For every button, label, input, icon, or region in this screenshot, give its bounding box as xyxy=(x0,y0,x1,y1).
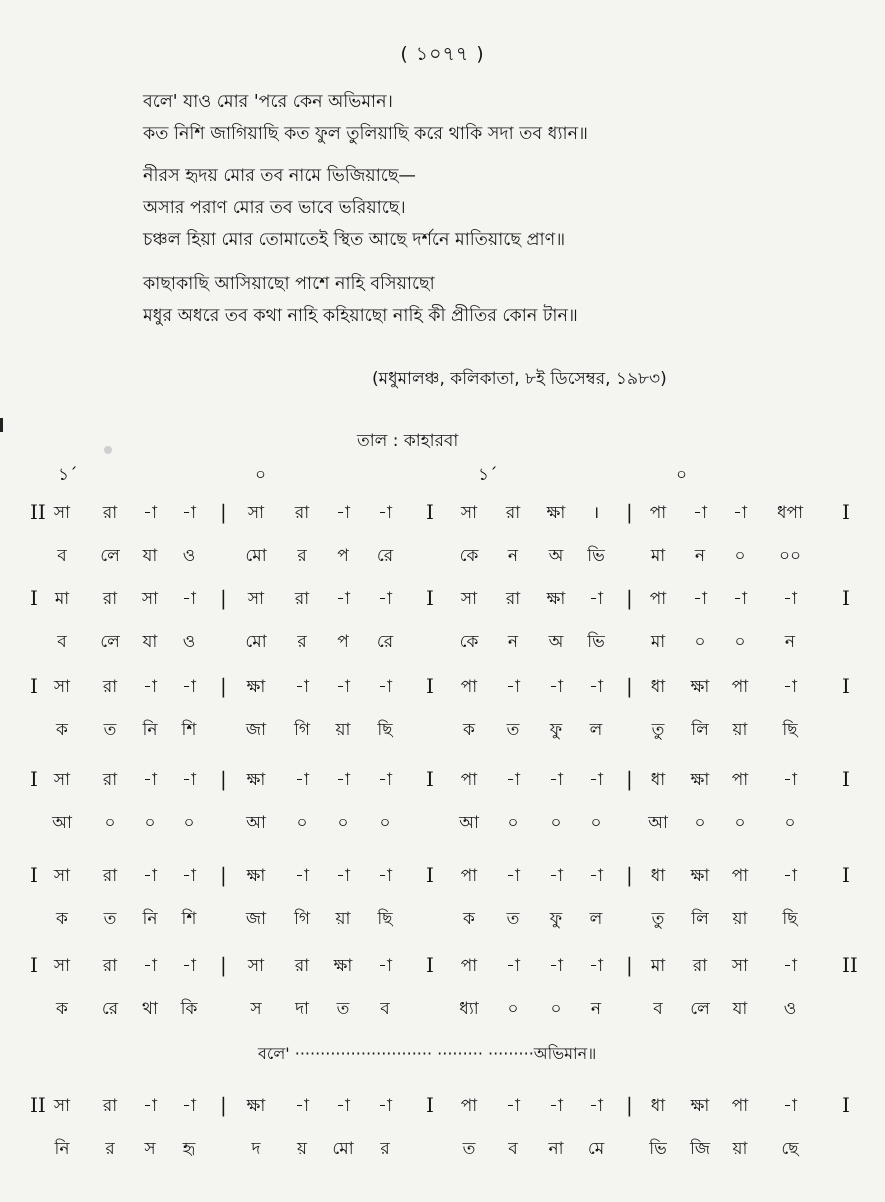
lyric-line: কত নিশি জাগিয়াছি কত ফুল তুলিয়াছি করে থাকি সদা তব ধ্যান॥ xyxy=(143,124,588,144)
syllable-row xyxy=(0,1136,885,1166)
swara-note: ক্ষা xyxy=(546,589,566,609)
lyric-syllable: ধ্যা xyxy=(459,999,479,1019)
lyric-syllable: ক xyxy=(56,720,68,740)
swara-note: পা xyxy=(731,677,749,697)
swara-note: রা xyxy=(102,770,118,790)
lyric-syllable: স xyxy=(144,1139,156,1159)
swara-note: সা xyxy=(460,503,478,523)
lyric-syllable: ০ xyxy=(550,813,562,833)
lyric-syllable: লি xyxy=(691,909,709,929)
swara-note: মা xyxy=(650,956,666,976)
lyric-line: বলে' যাও মোর 'পরে কেন অভিমান। xyxy=(143,92,393,112)
beat-mark: ১´ xyxy=(478,465,498,485)
lyric-syllable: যা xyxy=(732,999,748,1019)
swara-note: -া xyxy=(378,677,392,697)
swara-note: সা xyxy=(53,770,71,790)
lyric-syllable: আ xyxy=(52,813,72,833)
lyric-syllable: ন xyxy=(784,632,796,652)
lyric-syllable: প xyxy=(337,632,349,652)
lyric-syllable: র xyxy=(297,546,307,566)
lyric-syllable: দ xyxy=(251,1139,261,1159)
swara-note: ক্ষা xyxy=(546,503,566,523)
bar-line: I xyxy=(30,674,38,698)
swara-note: -া xyxy=(182,866,196,886)
swara-note: -া xyxy=(143,1096,157,1116)
lyric-syllable: তু xyxy=(651,909,665,929)
lyric-syllable: শি xyxy=(181,720,197,740)
swara-note: সা xyxy=(53,1096,71,1116)
swara-row xyxy=(0,1093,885,1123)
lyric-syllable: ০ xyxy=(183,813,195,833)
bar-line: I xyxy=(426,674,434,698)
swara-note: পা xyxy=(460,956,478,976)
swara-note: -া xyxy=(506,677,520,697)
lyric-syllable: র xyxy=(297,632,307,652)
swara-note: -া xyxy=(378,956,392,976)
swara-note: -া xyxy=(693,589,707,609)
bar-line: | xyxy=(220,500,227,524)
swara-note: রা xyxy=(102,1096,118,1116)
swara-note: -া xyxy=(693,503,707,523)
tala-heading: তাল : কাহারবা xyxy=(357,431,459,451)
swara-note: -া xyxy=(143,770,157,790)
bar-line: II xyxy=(30,500,46,524)
lyric-syllable: মে xyxy=(587,1139,605,1159)
swara-note: রা xyxy=(294,503,310,523)
lyric-syllable: রে xyxy=(376,632,394,652)
lyric-syllable: ত xyxy=(462,1139,476,1159)
beat-mark: ০ xyxy=(255,465,267,485)
swara-note: ধা xyxy=(650,677,666,697)
song-lyrics xyxy=(143,86,863,332)
swara-note: -া xyxy=(295,677,309,697)
swara-note: ধা xyxy=(650,770,666,790)
swara-note: -া xyxy=(295,866,309,886)
swara-note: -া xyxy=(378,770,392,790)
swara-note: -া xyxy=(182,589,196,609)
swara-note: -া xyxy=(143,503,157,523)
swara-row xyxy=(0,953,885,983)
swara-note: -া xyxy=(378,503,392,523)
swara-row xyxy=(0,500,885,530)
syllable-row xyxy=(0,996,885,1026)
swara-note: পা xyxy=(731,866,749,886)
swara-note: সা xyxy=(247,589,265,609)
bar-line: I xyxy=(30,953,38,977)
lyric-syllable: আ xyxy=(459,813,479,833)
swara-note: -া xyxy=(182,677,196,697)
lyric-syllable: ছি xyxy=(782,909,798,929)
swara-note: -া xyxy=(378,866,392,886)
lyric-syllable: ত xyxy=(103,720,117,740)
lyric-syllable: ০ xyxy=(144,813,156,833)
swara-note: রা xyxy=(505,589,521,609)
swara-note: পা xyxy=(460,1096,478,1116)
lyric-syllable: য়া xyxy=(732,720,748,740)
swara-note: -া xyxy=(336,503,350,523)
bar-line: I xyxy=(842,863,850,887)
lyric-syllable: ০ xyxy=(694,813,706,833)
swara-note: -া xyxy=(336,770,350,790)
lyric-syllable: আ xyxy=(246,813,266,833)
syllable-row xyxy=(0,629,885,659)
lyric-syllable: র xyxy=(380,1139,390,1159)
lyric-syllable: ভি xyxy=(587,632,605,652)
swara-note: -া xyxy=(182,956,196,976)
swara-row xyxy=(0,767,885,797)
lyric-syllable: মা xyxy=(650,546,666,566)
swara-note: -া xyxy=(589,956,603,976)
bar-line: | xyxy=(220,674,227,698)
lyric-syllable: লি xyxy=(691,720,709,740)
lyric-syllable: ছে xyxy=(781,1139,799,1159)
swara-note: -া xyxy=(378,1096,392,1116)
bar-line: I xyxy=(30,863,38,887)
lyric-syllable: মো xyxy=(332,1139,354,1159)
bar-line: | xyxy=(220,863,227,887)
bar-line: | xyxy=(220,1093,227,1117)
lyric-syllable: র xyxy=(105,1139,115,1159)
lyric-syllable: না xyxy=(548,1139,564,1159)
lyric-syllable: ০ xyxy=(694,632,706,652)
swara-note: ক্ষা xyxy=(246,1096,266,1116)
bar-line: | xyxy=(626,674,633,698)
swara-note: -া xyxy=(506,770,520,790)
lyric-syllable: য়া xyxy=(335,720,351,740)
beat-marks xyxy=(0,462,885,492)
lyric-syllable: ব xyxy=(508,1139,518,1159)
lyric-syllable: যা xyxy=(142,546,158,566)
lyric-syllable: অ xyxy=(548,632,564,652)
swara-note: -া xyxy=(143,677,157,697)
lyric-line: নীরস হৃদয় মোর তব নামে ভিজিয়াছে— xyxy=(143,166,416,186)
swara-note: রা xyxy=(102,866,118,886)
swara-note: -া xyxy=(783,770,797,790)
lyric-syllable: ০ xyxy=(379,813,391,833)
lyric-syllable: ও xyxy=(182,632,196,652)
swara-note: ক্ষা xyxy=(333,956,353,976)
swara-note: -া xyxy=(295,1096,309,1116)
swara-note: ক্ষা xyxy=(690,866,710,886)
lyric-syllable: ০ xyxy=(296,813,308,833)
lyric-syllable: ০ xyxy=(507,999,519,1019)
lyric-syllable: য়া xyxy=(732,909,748,929)
lyric-syllable: ০ xyxy=(104,813,116,833)
swara-note: -া xyxy=(143,866,157,886)
lyric-syllable: তু xyxy=(651,720,665,740)
lyric-syllable: ন xyxy=(507,632,519,652)
lyric-syllable: নি xyxy=(142,909,158,929)
lyric-syllable: ত xyxy=(506,909,520,929)
bar-line: I xyxy=(842,674,850,698)
swara-note: ক্ষা xyxy=(246,677,266,697)
lyric-syllable: ল xyxy=(589,909,603,929)
bar-line: I xyxy=(426,586,434,610)
lyric-syllable: যা xyxy=(142,632,158,652)
swara-note: -া xyxy=(336,866,350,886)
bar-line: I xyxy=(842,500,850,524)
swara-note: -া xyxy=(783,866,797,886)
swara-note: । xyxy=(592,503,600,523)
lyric-line: অসার পরাণ মোর তব ভাবে ভরিয়াছে। xyxy=(143,198,406,218)
syllable-row xyxy=(0,810,885,840)
swara-note: ক্ষা xyxy=(690,770,710,790)
swara-note: পা xyxy=(649,503,667,523)
swara-note: -া xyxy=(182,770,196,790)
swara-note: -া xyxy=(589,589,603,609)
swara-note: পা xyxy=(460,770,478,790)
lyric-syllable: ভি xyxy=(649,1139,667,1159)
bar-line: I xyxy=(426,500,434,524)
refrain-line: বলে' ··························· ········· ·········অভিমান॥ xyxy=(258,1044,597,1063)
bar-line: I xyxy=(842,586,850,610)
lyric-syllable: ব xyxy=(653,999,663,1019)
lyric-syllable: ক xyxy=(56,999,68,1019)
swara-note: মা xyxy=(54,589,70,609)
lyric-syllable: ব xyxy=(380,999,390,1019)
lyric-syllable: অ xyxy=(548,546,564,566)
lyric-syllable: ল xyxy=(589,720,603,740)
swara-note: -া xyxy=(295,770,309,790)
lyric-syllable: ০ xyxy=(507,813,519,833)
lyric-line: চঞ্চল হিয়া মোর তোমাতেই স্থিত আছে দর্শনে মাতিয়াছে প্রাণ॥ xyxy=(143,230,566,250)
swara-note: সা xyxy=(53,503,71,523)
bar-line: | xyxy=(626,500,633,524)
swara-note: ক্ষা xyxy=(246,770,266,790)
swara-note: -া xyxy=(336,677,350,697)
swara-note: -া xyxy=(733,503,747,523)
swara-note: -া xyxy=(589,1096,603,1116)
syllable-row xyxy=(0,717,885,747)
swara-note: -া xyxy=(783,589,797,609)
bar-line: I xyxy=(842,1093,850,1117)
swara-note: সা xyxy=(460,589,478,609)
bar-line: I xyxy=(426,1093,434,1117)
lyric-syllable: মো xyxy=(245,546,267,566)
lyric-syllable: ও xyxy=(783,999,797,1019)
swara-note: -া xyxy=(549,677,563,697)
swara-note: -া xyxy=(182,1096,196,1116)
swara-note: রা xyxy=(102,589,118,609)
lyric-syllable: ০ xyxy=(734,813,746,833)
swara-note: রা xyxy=(102,956,118,976)
lyric-syllable: থা xyxy=(142,999,158,1019)
lyric-syllable: ব xyxy=(57,632,67,652)
swara-note: ধপা xyxy=(777,503,803,523)
swara-note: -া xyxy=(733,589,747,609)
swara-note: রা xyxy=(505,503,521,523)
swara-note: সা xyxy=(53,677,71,697)
swara-note: সা xyxy=(247,956,265,976)
lyric-syllable: ০ xyxy=(734,546,746,566)
swara-note: পা xyxy=(460,866,478,886)
lyric-syllable: লে xyxy=(100,632,120,652)
lyric-syllable: ০ xyxy=(590,813,602,833)
swara-note: ক্ষা xyxy=(690,1096,710,1116)
bar-line: | xyxy=(220,586,227,610)
lyric-syllable: ক xyxy=(56,909,68,929)
swara-note: পা xyxy=(731,1096,749,1116)
lyric-syllable: ছি xyxy=(377,720,393,740)
swara-note: ধা xyxy=(650,866,666,886)
swara-note: -া xyxy=(506,866,520,886)
lyric-syllable: ০০ xyxy=(778,546,802,566)
lyric-syllable: ও xyxy=(182,546,196,566)
lyric-syllable: গি xyxy=(293,909,310,929)
lyric-syllable: ০ xyxy=(550,999,562,1019)
lyric-syllable: লে xyxy=(100,546,120,566)
lyric-syllable: কে xyxy=(459,546,479,566)
lyric-syllable: য় xyxy=(296,1139,307,1159)
lyric-syllable: ন xyxy=(694,546,706,566)
swara-note: সা xyxy=(53,956,71,976)
lyric-syllable: লে xyxy=(690,999,710,1019)
lyric-syllable: প xyxy=(337,546,349,566)
lyric-syllable: য়া xyxy=(335,909,351,929)
bar-line: II xyxy=(842,953,858,977)
lyric-syllable: য়া xyxy=(732,1139,748,1159)
lyric-syllable: ক xyxy=(463,720,475,740)
swara-row xyxy=(0,863,885,893)
swara-note: ক্ষা xyxy=(246,866,266,886)
swara-note: ক্ষা xyxy=(690,677,710,697)
lyric-line: মধুর অধরে তব কথা নাহি কহিয়াছো নাহি কী প্রীতির কোন টান॥ xyxy=(143,306,578,326)
swara-row xyxy=(0,586,885,616)
lyric-syllable: রে xyxy=(376,546,394,566)
lyric-syllable: ০ xyxy=(337,813,349,833)
bar-line: | xyxy=(626,1093,633,1117)
lyric-syllable: কি xyxy=(180,999,198,1019)
bar-line: | xyxy=(626,953,633,977)
source-citation: (মধুমালঞ্চ, কলিকাতা, ৮ই ডিসেম্বর, ১৯৮৩) xyxy=(372,369,667,389)
syllable-row xyxy=(0,906,885,936)
swara-note: -া xyxy=(143,956,157,976)
lyric-syllable: জা xyxy=(245,909,267,929)
swara-note: -া xyxy=(783,956,797,976)
swara-note: পা xyxy=(731,770,749,790)
beat-mark: ০ xyxy=(676,465,688,485)
lyric-syllable: ন xyxy=(507,546,519,566)
swara-note: পা xyxy=(460,677,478,697)
syllable-row xyxy=(0,543,885,573)
print-smudge xyxy=(104,446,112,454)
swara-note: -া xyxy=(589,866,603,886)
swara-note: -া xyxy=(336,1096,350,1116)
swara-note: সা xyxy=(731,956,749,976)
bar-line: | xyxy=(220,767,227,791)
bar-line: | xyxy=(220,953,227,977)
swara-note: -া xyxy=(182,503,196,523)
lyric-syllable: ছি xyxy=(377,909,393,929)
bar-line: | xyxy=(626,586,633,610)
lyric-syllable: গি xyxy=(293,720,310,740)
lyric-syllable: কে xyxy=(459,632,479,652)
swara-note: সা xyxy=(53,866,71,886)
bar-line: I xyxy=(426,863,434,887)
swara-note: -া xyxy=(549,770,563,790)
lyric-syllable: ছি xyxy=(782,720,798,740)
lyric-syllable: শি xyxy=(181,909,197,929)
bar-line: II xyxy=(30,1093,46,1117)
lyric-syllable: জা xyxy=(245,720,267,740)
swara-note: -া xyxy=(589,770,603,790)
page-number: ( ১০৭৭ ) xyxy=(400,43,485,65)
bar-line: I xyxy=(842,767,850,791)
lyric-syllable: ক xyxy=(463,909,475,929)
swara-note: -া xyxy=(336,589,350,609)
swara-note: সা xyxy=(141,589,159,609)
swara-note: সা xyxy=(247,503,265,523)
lyric-line: কাছাকাছি আসিয়াছো পাশে নাহি বসিয়াছো xyxy=(143,274,435,294)
bar-line: | xyxy=(626,863,633,887)
swara-note: রা xyxy=(294,956,310,976)
lyric-syllable: রে xyxy=(101,999,119,1019)
swara-note: রা xyxy=(102,677,118,697)
lyric-syllable: নি xyxy=(142,720,158,740)
swara-note: -া xyxy=(589,677,603,697)
swara-note: -া xyxy=(549,866,563,886)
lyric-syllable: স xyxy=(250,999,262,1019)
lyric-syllable: মা xyxy=(650,632,666,652)
lyric-syllable: ত xyxy=(506,720,520,740)
bar-line: I xyxy=(426,953,434,977)
bar-line: I xyxy=(30,586,38,610)
lyric-syllable: ফু xyxy=(549,720,563,740)
lyric-syllable: নি xyxy=(54,1139,70,1159)
lyric-syllable: ব xyxy=(57,546,67,566)
lyric-syllable: ন xyxy=(590,999,602,1019)
swara-note: -া xyxy=(549,956,563,976)
swara-note: -া xyxy=(783,677,797,697)
swara-note: -া xyxy=(549,1096,563,1116)
lyric-syllable: ফু xyxy=(549,909,563,929)
lyric-syllable: মো xyxy=(245,632,267,652)
swara-row xyxy=(0,674,885,704)
lyric-syllable: ত xyxy=(103,909,117,929)
bar-line: I xyxy=(30,767,38,791)
swara-note: -া xyxy=(378,589,392,609)
lyric-syllable: দা xyxy=(295,999,309,1019)
swara-note: ধা xyxy=(650,1096,666,1116)
swara-note: রা xyxy=(102,503,118,523)
swara-note: -া xyxy=(783,1096,797,1116)
lyric-syllable: ভি xyxy=(587,546,605,566)
lyric-syllable: আ xyxy=(648,813,668,833)
lyric-syllable: জি xyxy=(689,1139,711,1159)
lyric-syllable: ০ xyxy=(784,813,796,833)
swara-note: -া xyxy=(506,1096,520,1116)
lyric-syllable: হৃ xyxy=(182,1139,196,1159)
swara-note: পা xyxy=(649,589,667,609)
bar-line: I xyxy=(426,767,434,791)
lyric-syllable: ০ xyxy=(734,632,746,652)
swara-note: রা xyxy=(294,589,310,609)
swara-note: রা xyxy=(692,956,708,976)
bar-line: | xyxy=(626,767,633,791)
beat-mark: ১´ xyxy=(58,465,78,485)
lyric-syllable: ত xyxy=(336,999,350,1019)
margin-mark xyxy=(0,418,3,432)
swara-note: -া xyxy=(506,956,520,976)
